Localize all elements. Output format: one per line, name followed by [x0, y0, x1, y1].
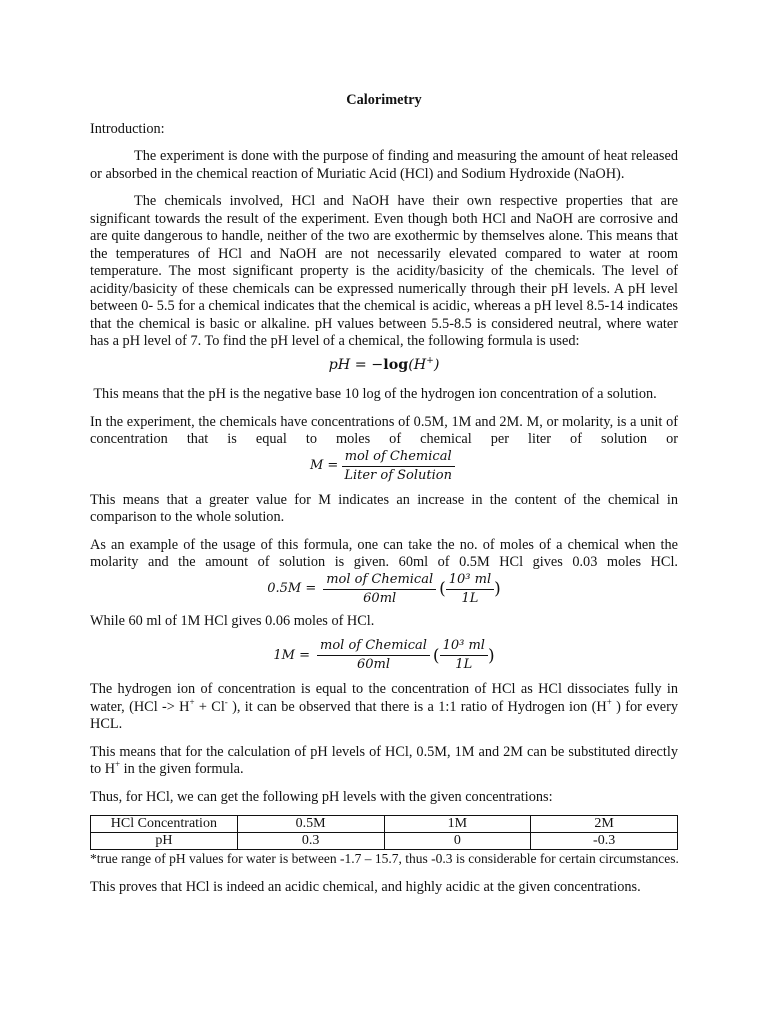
footnote: *true range of pH values for water is between -1.7 – 15.7, thus -0.3 is considerable for certain circumstances.	[90, 851, 679, 866]
equation-half-conversion-den: 1L	[461, 590, 479, 606]
equation-one-lhs: 1M =	[273, 647, 311, 663]
dissociation-sup-3: +	[606, 696, 612, 707]
table-cell: 2M	[531, 816, 678, 833]
table-cell: 0.3	[237, 833, 384, 850]
paragraph-ph-meaning: This means that the pH is the negative base 10 log of the hydrogen ion concentration of a solution.	[90, 386, 657, 402]
equation-one-fraction	[317, 638, 430, 673]
substitution-sup: +	[115, 759, 121, 770]
equation-one-conversion	[440, 638, 488, 673]
equation-molarity-numerator: mol of Chemical	[342, 449, 455, 467]
equation-ph-arg: (H	[408, 356, 427, 373]
equation-one-conversion-num: 10³ ml	[440, 638, 488, 656]
substitution-text-b: in the given formula.	[120, 761, 244, 777]
equation-half-conversion-num: 10³ ml	[446, 572, 494, 590]
dissociation-text-b: + Cl	[194, 698, 225, 715]
equation-one-denominator: 60ml	[356, 657, 390, 672]
paragraph-molarity: In the experiment, the chemicals have concentrations of 0.5M, 1M and 2M. M, or molarity, is a unit of concentration that is equal to moles of chemical per liter of solution or	[90, 413, 678, 447]
table-cell: HCl Concentration	[91, 816, 238, 833]
equation-half-denominator: 60ml	[363, 590, 397, 606]
ph-table	[90, 815, 678, 850]
paragraph-one-molar: While 60 ml of 1M HCl gives 0.06 moles of HCl.	[90, 612, 375, 629]
paragraph-greater-m: This means that a greater value for M indicates an increase in the content of the chemical in comparison to the whole solution.	[90, 491, 678, 525]
document-body	[90, 92, 678, 906]
equation-ph-close: )	[433, 356, 440, 373]
equation-molarity-denominator: Liter of Solution	[344, 467, 452, 483]
intro-heading: Introduction:	[90, 120, 165, 137]
dissociation-text-a: The hydrogen ion of concentration is equal to the concentration of HCl as HCl dissociates fully in water, (HCl -> H	[90, 681, 678, 715]
open-paren-icon: (	[432, 645, 440, 666]
dissociation-text-c: ), it can be observed that there is a 1:1 ratio of Hydrogen ion (H	[227, 698, 607, 715]
close-paren-icon: )	[487, 645, 495, 666]
table-cell: pH	[91, 833, 238, 850]
equation-half-lhs: 0.5M =	[267, 581, 317, 596]
equation-ph-log: log	[383, 356, 409, 373]
table-cell: 0	[384, 833, 531, 850]
equation-one-molar	[90, 638, 678, 673]
paragraph-purpose: The experiment is done with the purpose of finding and measuring the amount of heat released or absorbed in the chemical reaction of Muriatic Acid (HCl) and Sodium Hydroxide (NaOH).	[90, 148, 678, 182]
substitution-text-a: This means that for the calculation of pH levels of HCl, 0.5M, 1M and 2M can be substituted directly to H	[90, 743, 678, 777]
paragraph-table-intro: Thus, for HCl, we can get the following pH levels with the given concentrations:	[90, 788, 553, 805]
equation-half-fraction	[323, 572, 436, 607]
equation-molarity-lhs: M =	[309, 458, 339, 473]
equation-one-numerator: mol of Chemical	[317, 638, 430, 656]
equation-half-molar	[90, 572, 678, 607]
table-row	[91, 816, 678, 833]
table-cell: -0.3	[531, 833, 678, 850]
paragraph-substitution	[90, 744, 678, 779]
equation-one-conversion-den: 1L	[455, 657, 473, 672]
dissociation-sup-2: -	[224, 696, 228, 707]
paragraph-conclusion: This proves that HCl is indeed an acidic chemical, and highly acidic at the given concentrations.	[90, 878, 641, 895]
equation-half-numerator: mol of Chemical	[323, 572, 436, 590]
equation-molarity	[90, 449, 678, 484]
equation-molarity-fraction	[341, 449, 455, 484]
equation-ph	[90, 357, 678, 375]
paragraph-chemicals: The chemicals involved, HCl and NaOH have their own respective properties that are significant towards the result of the experiment. Even though both HCl and NaOH are corrosive and are quite dangerous to handle, neither of the two are exothermic by themselves alone. This means that the temperatures of HCl and NaOH are not necessarily elevated compared to water at room temperature. The most significant property is the acidity/basicity of the chemicals. The level of acidity/basicity of these chemicals can be expressed numerically through their pH levels. A pH level between 0- 5.5 for a chemical indicates that the chemical is acidic, whereas a pH level 8.5-14 indicates that the chemical is basic or alkaline. pH values between 5.5-8.5 is considered neutral, where water has a pH level of 7. To find the pH level of a chemical, the following formula is used:	[90, 193, 678, 349]
table-cell: 1M	[384, 816, 531, 833]
equation-ph-sup: +	[426, 355, 434, 366]
close-paren-icon: )	[494, 579, 501, 599]
table-cell: 0.5M	[237, 816, 384, 833]
paragraph-dissociation	[90, 681, 678, 734]
open-paren-icon: (	[439, 579, 446, 599]
page-title: Calorimetry	[346, 92, 422, 108]
dissociation-text-d: ) for every HCL.	[90, 698, 678, 732]
paragraph-example: As an example of the usage of this formula, one can take the no. of moles of a chemical when the molarity and the amount of solution is given. 60ml of 0.5M HCl gives 0.03 moles HCl.	[90, 536, 678, 570]
equation-ph-lhs: pH = −	[328, 356, 384, 373]
equation-half-conversion	[446, 572, 494, 607]
dissociation-sup-1: +	[189, 696, 195, 707]
table-row	[91, 833, 678, 850]
